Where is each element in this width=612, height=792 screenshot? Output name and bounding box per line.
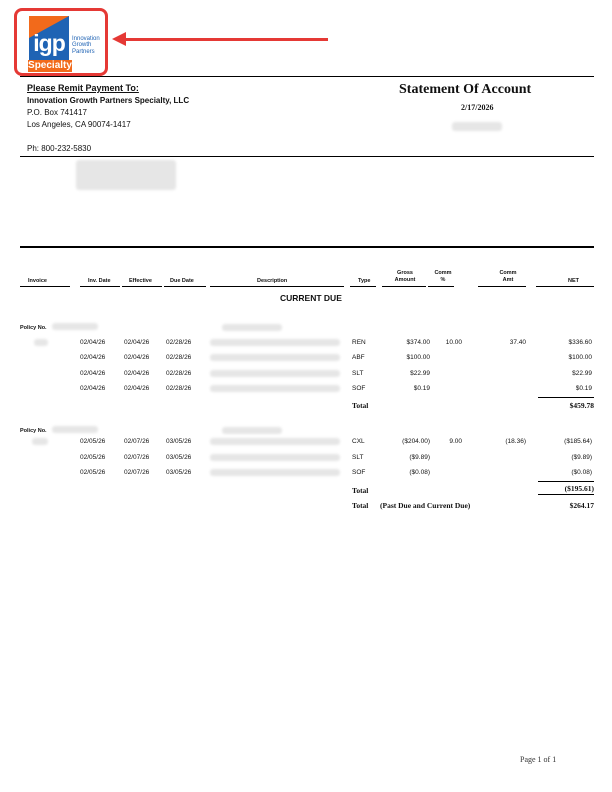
insured-name-redacted [222, 427, 282, 434]
section-rule [20, 246, 594, 248]
logo-specialty: Specialty [28, 60, 72, 71]
statement-date: 2/17/2026 [461, 103, 494, 112]
group-total-value: ($195.61) [564, 484, 594, 493]
col-invoice: Invoice [28, 278, 47, 284]
col-gross-amount: Gross Amount [394, 270, 416, 283]
grand-total-value: $264.17 [569, 501, 594, 510]
policy-label: Policy No. [20, 428, 47, 434]
grand-total-note: (Past Due and Current Due) [380, 501, 471, 510]
group-total-label: Total [352, 401, 369, 410]
col-inv-date: Inv. Date [88, 278, 111, 284]
policy-number-redacted [52, 323, 98, 330]
remit-city: Los Angeles, CA 90074-1417 [27, 120, 131, 129]
col-comm-pct: Comm % [434, 270, 452, 283]
col-due-date: Due Date [170, 278, 194, 284]
remit-po-box: P.O. Box 741417 [27, 108, 87, 117]
top-rule [20, 76, 594, 77]
invoice-number-redacted [34, 339, 48, 346]
current-due-heading: CURRENT DUE [280, 293, 342, 303]
address-rule [20, 156, 594, 157]
annotation-arrow [118, 38, 328, 41]
invoice-number-redacted [32, 438, 48, 445]
col-net: NET [568, 278, 579, 284]
logo-words: Innovation Growth Partners [72, 36, 100, 55]
page-number: Page 1 of 1 [520, 755, 557, 764]
statement-title: Statement Of Account [399, 82, 532, 97]
remit-heading: Please Remit Payment To: [27, 83, 139, 93]
policy-label: Policy No. [20, 325, 47, 331]
col-description: Description [257, 278, 288, 284]
logo-mark: igp [33, 30, 65, 56]
col-comm-amt: Comm Amt [499, 270, 517, 283]
remit-phone: Ph: 800-232-5830 [27, 144, 92, 153]
group-total-label: Total [352, 486, 369, 495]
col-type: Type [358, 278, 371, 284]
account-number-redacted [452, 122, 502, 131]
col-effective: Effective [129, 278, 152, 284]
customer-address-redacted [76, 160, 176, 190]
group-total-value: $459.78 [569, 401, 594, 410]
grand-total-label: Total [352, 501, 369, 510]
arrow-head-icon [112, 32, 126, 46]
policy-number-redacted [52, 426, 98, 433]
insured-name-redacted [222, 324, 282, 331]
remit-company: Innovation Growth Partners Specialty, LLC [27, 96, 190, 105]
